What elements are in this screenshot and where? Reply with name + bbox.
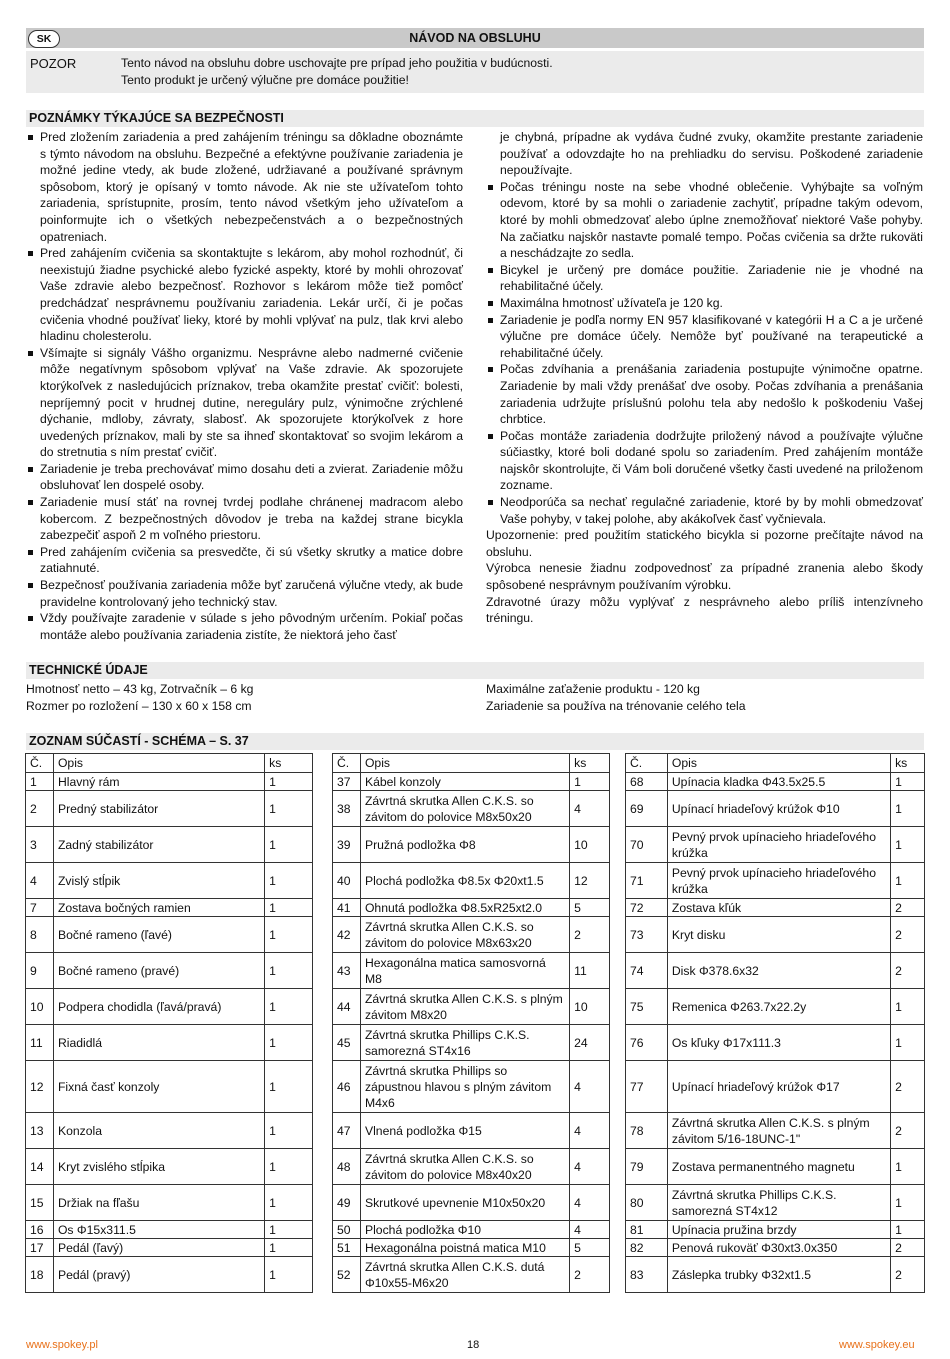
parts-header-cell: Opis (53, 754, 264, 773)
warning-line: Tento produkt je určený výlučne pre domáce použitie! (121, 73, 409, 87)
table-row (26, 1185, 313, 1221)
table-row (626, 917, 925, 953)
part-number: 14 (26, 1149, 54, 1185)
safety-remark: Zdravotné úrazy môžu vyplývať z nesprávneho alebo príliš intenzívneho tréningu. (486, 594, 923, 626)
part-description: Kryt zvislého stĺpika (53, 1149, 264, 1185)
part-description: Fixná časť konzoly (53, 1061, 264, 1113)
safety-section-bar (26, 110, 924, 127)
warning-line: Tento návod na obsluhu dobre uschovajte pre prípad jeho použitia v budúcnosti. (121, 56, 553, 70)
part-quantity: 2 (570, 1257, 610, 1293)
table-row (26, 1113, 313, 1149)
parts-header-row (333, 754, 610, 773)
part-number: 68 (626, 773, 668, 791)
part-description: Upínací hriadeľový krúžok Φ10 (667, 791, 890, 827)
part-quantity: 2 (891, 1061, 925, 1113)
parts-section-bar (26, 733, 924, 750)
table-row (333, 1149, 610, 1185)
part-description: Kábel konzoly (360, 773, 569, 791)
part-description: Upínací hriadeľový krúžok Φ17 (667, 1061, 890, 1113)
safety-note: Pred zahájením cvičenia sa skontaktujte s lekárom, aby mohol rozhodnúť, či neexistujú žiadne psychické alebo fyzické aspekty, ktoré by mohli ohrozovať Vaše zdravie alebo bezpečnosť. Rozhovor s lekárom môže tiež pomôcť predchádzať nesprávnemu používaniu zariadenia. Lekár určí, či je počas cvičenia vhodné používať lieky, ktoré by mohli vplývať na pulz, tlak krvi alebo hladinu cholesterolu. (26, 245, 463, 345)
part-quantity: 2 (891, 899, 925, 917)
tech-section-title: TECHNICKÉ ÚDAJE (29, 663, 148, 677)
table-row (333, 953, 610, 989)
part-number: 13 (26, 1113, 54, 1149)
part-quantity: 4 (570, 791, 610, 827)
table-row (26, 1061, 313, 1113)
part-quantity: 2 (891, 917, 925, 953)
part-description: Os Φ15x311.5 (53, 1221, 264, 1239)
part-description: Pedál (pravý) (53, 1257, 264, 1293)
part-number: 43 (333, 953, 361, 989)
part-number: 69 (626, 791, 668, 827)
part-description: Závrtná skrutka Phillips C.K.S. samorezná ST4x16 (360, 1025, 569, 1061)
tech-spec-line: Zariadenie sa používa na trénovanie celého tela (486, 699, 746, 713)
safety-note: Pred zložením zariadenia a pred zahájením tréningu sa dôkladne oboznámte s týmto návodom na obsluhu. Bezpečné a efektývne používanie zariadenia je možné jedine vtedy, ak bude zložené, udržiavané a používané správnym spôsobom, ktorý je opísaný v tomto návode. Ak nie ste užívateľom tohto zariadenia, sprístupnite, prosím, tento návod všetkým jeho užívateľom a poinformujte ich o všetkých nebezpečenstvách a o bezpečnostných opatreniach. (26, 129, 463, 245)
part-description: Bočné rameno (ľavé) (53, 917, 264, 953)
part-number: 1 (26, 773, 54, 791)
table-row (626, 1061, 925, 1113)
table-row (626, 953, 925, 989)
table-row (26, 1221, 313, 1239)
table-row (26, 791, 313, 827)
table-row (626, 1185, 925, 1221)
part-quantity: 1 (891, 1025, 925, 1061)
table-row (626, 1113, 925, 1149)
safety-note: Bezpečnosť používania zariadenia môže byť zaručená výlučne vtedy, ak bude pravidelne kontrolovaný jeho technický stav. (26, 577, 463, 610)
part-quantity: 1 (891, 827, 925, 863)
part-number: 18 (26, 1257, 54, 1293)
table-row (26, 899, 313, 917)
part-number: 50 (333, 1221, 361, 1239)
part-description: Závrtná skrutka Phillips so zápustnou hlavou s plným závitom M4x6 (360, 1061, 569, 1113)
table-row (333, 899, 610, 917)
part-description: Predný stabilizátor (53, 791, 264, 827)
safety-left-column (26, 129, 463, 643)
part-description: Závrtná skrutka Allen C.K.S. s plným závitom M8x20 (360, 989, 569, 1025)
part-description: Os kľuky Φ17x111.3 (667, 1025, 890, 1061)
tech-spec-line: Rozmer po rozložení – 130 x 60 x 158 cm (26, 699, 252, 713)
part-quantity: 1 (265, 1061, 313, 1113)
safety-note: Všímajte si signály Vášho organizmu. Nesprávne alebo nadmerné cvičenie môže negatívnym spôsobom vplývať na Vaše zdravie. Ak spozorujete ktorýkoľvek z nasledujúcich príznakov, treba okamžite prestať cvičiť: bolesti, nepríjemný pocit v hrudnej dutine, nereguláry pulz, výnimočne zrýchlené dýchanie, mdloby, závraty, slabosť. Ak spozorujete ktorýkoľvek z hore uvedených príznakov, mali by ste sa ihneď skontaktovať so svojim lekárom a do stretnutia s ním prestať cvičiť. (26, 345, 463, 461)
table-row (626, 791, 925, 827)
part-quantity: 2 (891, 1113, 925, 1149)
table-row (333, 863, 610, 899)
parts-section-title: ZOZNAM SÚČASTÍ - SCHÉMA – S. 37 (29, 734, 249, 748)
part-description: Plochá podložka Φ10 (360, 1221, 569, 1239)
footer-link-right[interactable]: www.spokey.eu (839, 1339, 915, 1351)
part-description: Remenica Φ263.7x22.2y (667, 989, 890, 1025)
part-number: 16 (26, 1221, 54, 1239)
table-row (26, 1257, 313, 1293)
part-description: Plochá podložka Φ8.5x Φ20xt1.5 (360, 863, 569, 899)
part-quantity: 5 (570, 1239, 610, 1257)
part-quantity: 1 (891, 989, 925, 1025)
part-description: Zvislý stĺpik (53, 863, 264, 899)
part-quantity: 1 (265, 791, 313, 827)
part-number: 41 (333, 899, 361, 917)
part-quantity: 1 (891, 791, 925, 827)
part-number: 4 (26, 863, 54, 899)
part-quantity: 1 (891, 1185, 925, 1221)
safety-remark: Upozornenie: pred použitím statického bicykla si pozorne prečítajte návod na obsluhu. (486, 528, 923, 559)
parts-header-cell: Opis (360, 754, 569, 773)
table-row (333, 1257, 610, 1293)
part-quantity: 1 (265, 773, 313, 791)
part-number: 49 (333, 1185, 361, 1221)
part-number: 11 (26, 1025, 54, 1061)
safety-note: Vždy používajte zaradenie v súlade s jeho pôvodným určením. Pokiaľ počas montáže alebo používania zariadenia zistíte, že niektorá jeho časť (26, 610, 463, 643)
part-quantity: 1 (265, 863, 313, 899)
part-quantity: 5 (570, 899, 610, 917)
part-number: 46 (333, 1061, 361, 1113)
safety-note: Zariadenie musí stáť na rovnej tvrdej podlahe chránenej madracom alebo kobercom. Z bezpečnostných dôvodov je treba na každej strane bicykla zabezpečiť aspoň 2 m voľného priestoru. (26, 494, 463, 544)
parts-header-cell: Č. (26, 754, 54, 773)
warning-label: POZOR (30, 56, 77, 71)
page-number: 18 (467, 1339, 480, 1351)
table-row (26, 989, 313, 1025)
safety-note: Pred zahájením cvičenia sa presvedčte, či sú všetky skrutky a matice dobre zatiahnuté. (26, 544, 463, 577)
table-row (26, 953, 313, 989)
part-quantity: 4 (570, 1113, 610, 1149)
part-quantity: 1 (891, 863, 925, 899)
part-number: 39 (333, 827, 361, 863)
part-number: 37 (333, 773, 361, 791)
part-number: 12 (26, 1061, 54, 1113)
table-row (333, 917, 610, 953)
table-row (333, 1239, 610, 1257)
safety-note: Zariadenie je treba prechovávať mimo dosahu deti a zvierat. Zariadenie môžu obsluhovať len dospelé osoby. (26, 461, 463, 494)
safety-note: Neodporúča sa nechať regulačné zariadenie, ktoré by by mohli obmedzovať Vaše pohyby, v takej polohe, aby akákoľvek časť vyčnievala. (486, 494, 923, 527)
part-quantity: 4 (570, 1061, 610, 1113)
part-quantity: 1 (891, 773, 925, 791)
part-description: Pedál (ľavý) (53, 1239, 264, 1257)
tech-section-bar (26, 662, 924, 679)
table-row (626, 1257, 925, 1293)
part-number: 2 (26, 791, 54, 827)
parts-table (25, 753, 313, 1293)
part-quantity: 12 (570, 863, 610, 899)
part-quantity: 1 (891, 1221, 925, 1239)
table-row (26, 917, 313, 953)
part-description: Riadidlá (53, 1025, 264, 1061)
part-number: 10 (26, 989, 54, 1025)
tech-spec-line: Hmotnosť netto – 43 kg, Zotrvačník – 6 kg (26, 682, 254, 696)
part-number: 51 (333, 1239, 361, 1257)
table-row (26, 1239, 313, 1257)
part-quantity: 1 (570, 773, 610, 791)
part-description: Záslepka trubky Φ32xt1.5 (667, 1257, 890, 1293)
part-description: Upínacia pružina brzdy (667, 1221, 890, 1239)
part-number: 3 (26, 827, 54, 863)
parts-table (332, 753, 610, 1293)
table-row (26, 827, 313, 863)
part-description: Závrtná skrutka Allen C.K.S. so závitom do polovice M8x50x20 (360, 791, 569, 827)
table-row (333, 1025, 610, 1061)
parts-header-cell: ks (570, 754, 610, 773)
part-description: Pevný prvok upínacieho hriadeľového krúžka (667, 863, 890, 899)
part-number: 82 (626, 1239, 668, 1257)
part-number: 72 (626, 899, 668, 917)
parts-header-cell: ks (891, 754, 925, 773)
part-number: 45 (333, 1025, 361, 1061)
part-number: 77 (626, 1061, 668, 1113)
safety-note: Bicykel je určený pre domáce použitie. Zariadenie nie je vhodné na rehabilitačné účely. (486, 262, 923, 295)
table-row (626, 989, 925, 1025)
table-row (26, 773, 313, 791)
table-row (626, 899, 925, 917)
language-badge: SK (28, 30, 60, 48)
part-description: Zostava kľúk (667, 899, 890, 917)
safety-note: Počas montáže zariadenia dodržujte priložený návod a používajte výlučne súčiastky, ktoré boli dodané spolu so zariadením. Pred zahájením montáže najskôr skontrolujte, či Vám boli doručené všetky časti uvedené na priloženom zozname. (486, 428, 923, 494)
part-number: 70 (626, 827, 668, 863)
part-number: 44 (333, 989, 361, 1025)
parts-header-cell: Č. (333, 754, 361, 773)
part-description: Hexagonálna poistná matica M10 (360, 1239, 569, 1257)
table-row (626, 1025, 925, 1061)
table-row (26, 1025, 313, 1061)
part-description: Závrtná skrutka Allen C.K.S. dutá Φ10x55-M6x20 (360, 1257, 569, 1293)
table-row (333, 827, 610, 863)
part-number: 75 (626, 989, 668, 1025)
part-description: Skrutkové upevnenie M10x50x20 (360, 1185, 569, 1221)
part-quantity: 4 (570, 1185, 610, 1221)
part-description: Závrtná skrutka Allen C.K.S. so závitom do polovice M8x40x20 (360, 1149, 569, 1185)
part-quantity: 1 (265, 899, 313, 917)
part-description: Disk Φ378.6x32 (667, 953, 890, 989)
part-quantity: 2 (891, 1239, 925, 1257)
table-row (333, 791, 610, 827)
part-number: 17 (26, 1239, 54, 1257)
safety-right-column (486, 129, 923, 627)
parts-header-row (26, 754, 313, 773)
part-quantity: 24 (570, 1025, 610, 1061)
part-description: Konzola (53, 1113, 264, 1149)
part-number: 76 (626, 1025, 668, 1061)
table-row (333, 1185, 610, 1221)
part-description: Hlavný rám (53, 773, 264, 791)
table-row (333, 773, 610, 791)
part-number: 79 (626, 1149, 668, 1185)
part-description: Zostava permanentného magnetu (667, 1149, 890, 1185)
part-number: 38 (333, 791, 361, 827)
part-quantity: 2 (891, 953, 925, 989)
part-quantity: 1 (265, 1149, 313, 1185)
table-row (626, 863, 925, 899)
part-number: 78 (626, 1113, 668, 1149)
part-quantity: 1 (265, 1239, 313, 1257)
table-row (626, 827, 925, 863)
part-description: Penová rukoväť Φ30xt3.0x350 (667, 1239, 890, 1257)
part-number: 73 (626, 917, 668, 953)
part-number: 83 (626, 1257, 668, 1293)
part-quantity: 1 (891, 1149, 925, 1185)
table-row (333, 1113, 610, 1149)
part-quantity: 1 (265, 1113, 313, 1149)
safety-note: Počas zdvíhania a prenášania zariadenia postupujte výnimočne opatrne. Zariadenie by mali vždy prenášať dve osoby. Počas zdvíhania a prenášania zariadenia udržujte príslušnú polohu tela aby nedošlo k poškodeniu Vašej chrbtice. (486, 361, 923, 427)
part-description: Závrtná skrutka Phillips C.K.S. samorezná ST4x12 (667, 1185, 890, 1221)
part-number: 80 (626, 1185, 668, 1221)
part-quantity: 11 (570, 953, 610, 989)
part-number: 40 (333, 863, 361, 899)
part-number: 52 (333, 1257, 361, 1293)
part-description: Závrtná skrutka Allen C.K.S. so závitom do polovice M8x63x20 (360, 917, 569, 953)
table-row (26, 863, 313, 899)
part-description: Ohnutá podložka Φ8.5xR25xt2.0 (360, 899, 569, 917)
part-quantity: 1 (265, 1257, 313, 1293)
table-row (333, 1221, 610, 1239)
part-quantity: 2 (891, 1257, 925, 1293)
part-description: Vlnená podložka Φ15 (360, 1113, 569, 1149)
part-quantity: 1 (265, 953, 313, 989)
part-description: Závrtná skrutka Allen C.K.S. s plným závitom 5/16-18UNC-1" (667, 1113, 890, 1149)
table-row (333, 1061, 610, 1113)
part-number: 7 (26, 899, 54, 917)
safety-note: Maximálna hmotnosť užívateľa je 120 kg. (486, 295, 923, 312)
tech-spec-line: Maximálne zaťaženie produktu - 120 kg (486, 682, 700, 696)
part-quantity: 1 (265, 989, 313, 1025)
part-quantity: 1 (265, 1221, 313, 1239)
part-number: 48 (333, 1149, 361, 1185)
safety-remark: Výrobca nenesie žiadnu zodpovednosť za prípadné zranenia alebo škody spôsobené nesprávnym používaním výrobku. (486, 561, 923, 593)
table-row (626, 1221, 925, 1239)
part-quantity: 4 (570, 1221, 610, 1239)
part-description: Kryt disku (667, 917, 890, 953)
parts-header-cell: Č. (626, 754, 668, 773)
part-number: 71 (626, 863, 668, 899)
page-title: NÁVOD NA OBSLUHU (409, 31, 541, 45)
table-row (626, 1149, 925, 1185)
part-quantity: 1 (265, 1025, 313, 1061)
part-description: Upínacia kladka Φ43.5x25.5 (667, 773, 890, 791)
table-row (626, 773, 925, 791)
part-number: 9 (26, 953, 54, 989)
part-quantity: 10 (570, 827, 610, 863)
part-quantity: 1 (265, 917, 313, 953)
part-description: Držiak na fľašu (53, 1185, 264, 1221)
part-quantity: 1 (265, 1185, 313, 1221)
part-quantity: 1 (265, 827, 313, 863)
parts-header-cell: Opis (667, 754, 890, 773)
part-number: 8 (26, 917, 54, 953)
parts-table (625, 753, 925, 1293)
table-row (626, 1239, 925, 1257)
part-description: Podpera chodidla (ľavá/pravá) (53, 989, 264, 1025)
part-description: Pevný prvok upínacieho hriadeľového krúžka (667, 827, 890, 863)
part-description: Bočné rameno (pravé) (53, 953, 264, 989)
part-number: 74 (626, 953, 668, 989)
part-description: Pružná podložka Φ8 (360, 827, 569, 863)
table-row (26, 1149, 313, 1185)
parts-header-cell: ks (265, 754, 313, 773)
part-description: Zadný stabilizátor (53, 827, 264, 863)
part-number: 15 (26, 1185, 54, 1221)
safety-note-continuation: je chybná, prípadne ak vydáva čudné zvuky, okamžite prestante zariadenie používať a odovzdajte ho na prehliadku do servisu. Poškodené zariadenie nepoužívajte. (500, 130, 923, 178)
safety-note: Počas tréningu noste na sebe vhodné oblečenie. Vyhýbajte sa voľným odevom, ktoré by sa mohli o zariadenie zachytiť, prípadne takým odevom, ktoré by mohli obmedzovať alebo úplne znemožňovať niektoré Vaše pohyby. Na začiatku najskôr nastavte pomalé tempo. Počas cvičenia sa držte rukoväti a neschádzajte zo sedla. (486, 179, 923, 262)
footer-link-left[interactable]: www.spokey.pl (26, 1339, 98, 1351)
parts-header-row (626, 754, 925, 773)
part-description: Zostava bočných ramien (53, 899, 264, 917)
part-number: 81 (626, 1221, 668, 1239)
table-row (333, 989, 610, 1025)
part-quantity: 2 (570, 917, 610, 953)
part-quantity: 4 (570, 1149, 610, 1185)
part-number: 42 (333, 917, 361, 953)
part-number: 47 (333, 1113, 361, 1149)
safety-note: Zariadenie je podľa normy EN 957 klasifikované v kategórii H a C a je určené výlučne pre domáce účely. Nemôže byť používané na terapeutické a rehabilitačné účely. (486, 312, 923, 362)
part-quantity: 10 (570, 989, 610, 1025)
part-description: Hexagonálna matica samosvorná M8 (360, 953, 569, 989)
safety-section-title: POZNÁMKY TÝKAJÚCE SA BEZPEČNOSTI (29, 111, 284, 125)
